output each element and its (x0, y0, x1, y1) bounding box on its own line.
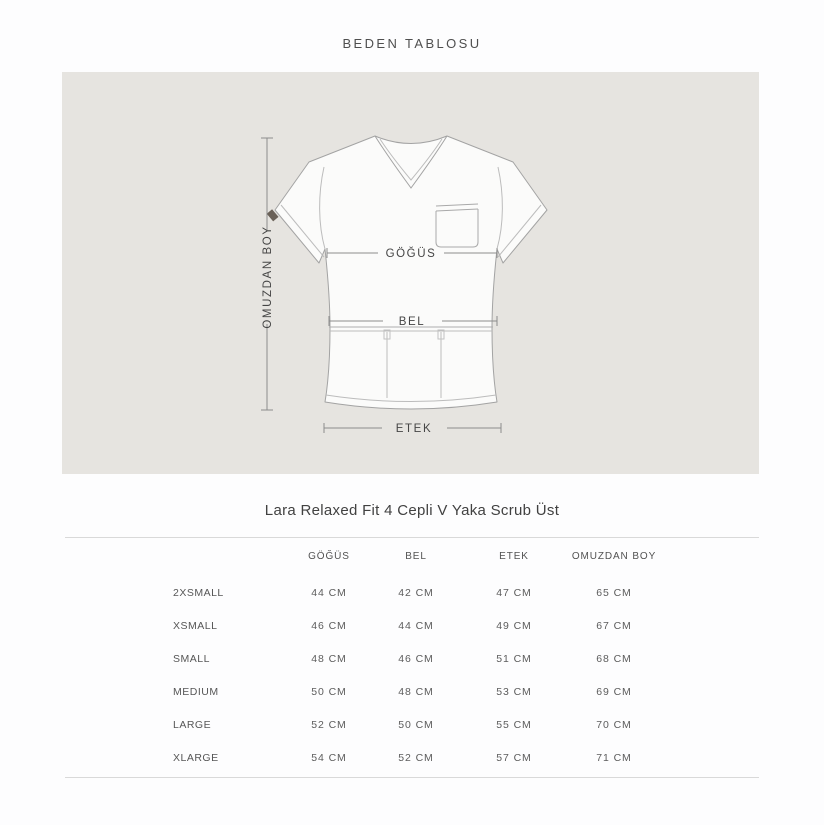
measurement-value: 53 CM (496, 685, 532, 698)
measurement-value: 48 CM (398, 685, 434, 698)
measurement-value: 57 CM (496, 751, 532, 764)
length-dimension-label: OMUZDAN BOY (262, 225, 274, 329)
measurement-value: 50 CM (311, 685, 347, 698)
size-label: 2XSMALL (173, 586, 224, 599)
measurement-value: 50 CM (398, 718, 434, 731)
size-label: LARGE (173, 718, 212, 731)
measurement-value: 55 CM (496, 718, 532, 731)
measurement-value: 49 CM (496, 619, 532, 632)
measurement-value: 54 CM (311, 751, 347, 764)
table-row (65, 708, 759, 741)
size-table (65, 537, 759, 778)
scrub-top-outline (275, 136, 547, 409)
page-title: BEDEN TABLOSU (342, 36, 482, 51)
table-row (65, 576, 759, 609)
column-header-waist: BEL (405, 551, 427, 562)
waist-dimension-label: BEL (398, 316, 426, 328)
size-table-rows (65, 576, 759, 774)
scrub-top-diagram (62, 72, 759, 474)
measurement-value: 42 CM (398, 586, 434, 599)
measurement-value: 44 CM (311, 586, 347, 599)
table-row (65, 741, 759, 774)
size-label: XSMALL (173, 619, 218, 632)
measurement-value: 52 CM (398, 751, 434, 764)
measurement-value: 46 CM (398, 652, 434, 665)
size-diagram-panel (62, 72, 759, 474)
table-row (65, 609, 759, 642)
measurement-value: 71 CM (596, 751, 632, 764)
table-row (65, 642, 759, 675)
column-header-chest: GÖĞÜS (308, 551, 350, 562)
measurement-value: 51 CM (496, 652, 532, 665)
size-label: SMALL (173, 652, 210, 665)
measurement-value: 67 CM (596, 619, 632, 632)
measurement-value: 52 CM (311, 718, 347, 731)
size-label: MEDIUM (173, 685, 219, 698)
column-header-hem: ETEK (499, 551, 529, 562)
measurement-value: 69 CM (596, 685, 632, 698)
measurement-value: 44 CM (398, 619, 434, 632)
measurement-value: 68 CM (596, 652, 632, 665)
measurement-value: 46 CM (311, 619, 347, 632)
size-label: XLARGE (173, 751, 219, 764)
measurement-value: 65 CM (596, 586, 632, 599)
measurement-value: 48 CM (311, 652, 347, 665)
size-table-header (65, 538, 759, 576)
chest-dimension-label: GÖĞÜS (385, 248, 437, 260)
table-row (65, 675, 759, 708)
measurement-value: 70 CM (596, 718, 632, 731)
column-header-length: OMUZDAN BOY (571, 551, 657, 562)
measurement-value: 47 CM (496, 586, 532, 599)
product-name: Lara Relaxed Fit 4 Cepli V Yaka Scrub Üst (264, 502, 560, 519)
hem-dimension-label: ETEK (395, 423, 433, 435)
